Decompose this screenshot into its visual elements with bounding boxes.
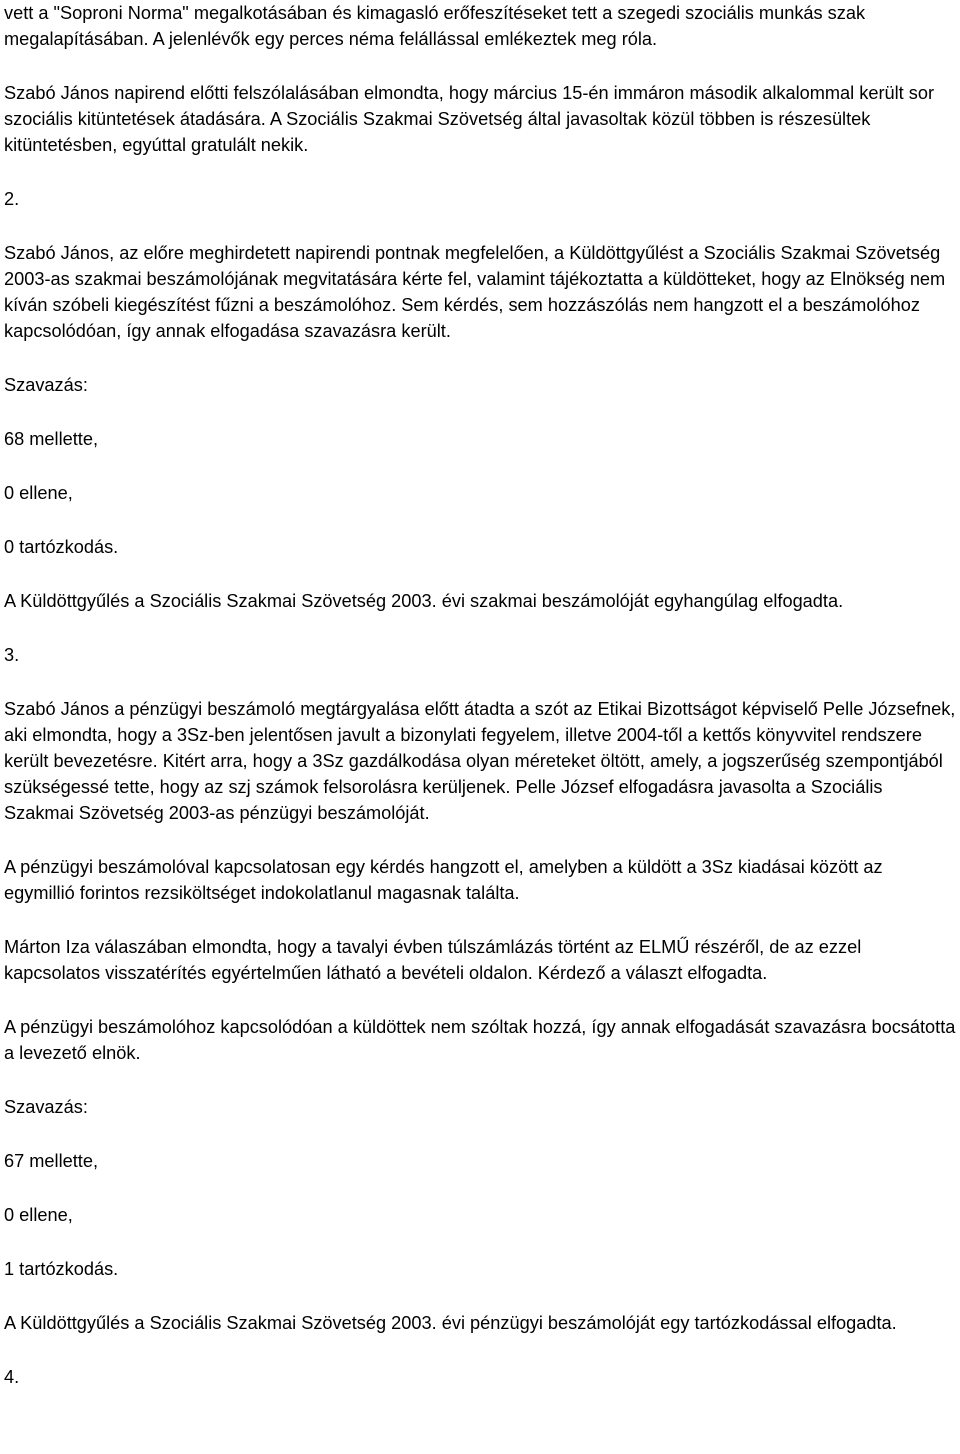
document-page bbox=[4, 0, 956, 1454]
paragraph-answer: Márton Iza válaszában elmondta, hogy a tavalyi évben túlszámlázás történt az ELMŰ részéről, de az ezzel kapcsolatos visszatérítés egyértelműen látható a bevételi oldalon. Kérdező a választ elfogadta. bbox=[4, 937, 862, 983]
section-number-2: 2. bbox=[4, 189, 20, 209]
paragraph-vote-call: A pénzügyi beszámolóhoz kapcsolódóan a küldöttek nem szóltak hozzá, így annak elfogadását szavazásra bocsátotta a levezető elnök. bbox=[4, 1017, 956, 1063]
paragraph-question: A pénzügyi beszámolóval kapcsolatosan egy kérdés hangzott el, amelyben a küldött a 3Sz kiadásai között az egymillió forintos rezsiköltséget indokolatlanul magasnak találta. bbox=[4, 857, 883, 903]
paragraph-professional-report: Szabó János, az előre meghirdetett napirendi pontnak megfelelően, a Küldöttgyűlést a Szociális Szakmai Szövetség 2003-as szakmai beszámolójának megvitatására kérte fel, valamint tájékoztatta a küldötteket, hogy az Elnökség nem kíván szóbeli kiegészítést fűzni a beszámolóhoz. Sem kérdés, sem hozzászólás nem hangzott el a beszámolóhoz kapcsolódóan, így annak elfogadása szavazásra került. bbox=[4, 243, 946, 341]
paragraph-financial-report: Szabó János a pénzügyi beszámoló megtárgyalása előtt átadta a szót az Etikai Bizottságot képviselő Pelle Józsefnek, aki elmondta, hogy a 3Sz-ben jelentősen javult a bizonylati fegyelem, illetve 2004-től a kettős könyvvitel rendszere került bevezetésre. Kitért arra, hogy a 3Sz gazdálkodása olyan méreteket öltött, amely, a jogszerűség szempontjából szükségessé tette, hogy az szj számok felsorolásra kerüljenek. Pelle József elfogadásra javasolta a Szociális Szakmai Szövetség 2003-as pénzügyi beszámolóját. bbox=[4, 699, 956, 823]
vote-heading-1: Szavazás: bbox=[4, 375, 88, 395]
section-number-4: 4. bbox=[4, 1367, 20, 1387]
vote-abstain-2: 1 tartózkodás. bbox=[4, 1259, 119, 1279]
vote-against-2: 0 ellene, bbox=[4, 1205, 73, 1225]
paragraph-awards: Szabó János napirend előtti felszólalásában elmondta, hogy március 15-én immáron második alkalommal került sor szociális kitüntetések átadására. A Szociális Szakmai Szövetség által javasoltak közül többen is részesültek kitüntetésben, egyúttal gratulált nekik. bbox=[4, 83, 935, 155]
vote-for-2: 67 mellette, bbox=[4, 1151, 99, 1171]
vote-abstain-1: 0 tartózkodás. bbox=[4, 537, 119, 557]
vote-against-1: 0 ellene, bbox=[4, 483, 73, 503]
vote-heading-2: Szavazás: bbox=[4, 1097, 88, 1117]
resolution-1: A Küldöttgyűlés a Szociális Szakmai Szövetség 2003. évi szakmai beszámolóját egyhangúlag elfogadta. bbox=[4, 591, 844, 611]
vote-for-1: 68 mellette, bbox=[4, 429, 99, 449]
section-number-3: 3. bbox=[4, 645, 20, 665]
resolution-2: A Küldöttgyűlés a Szociális Szakmai Szövetség 2003. évi pénzügyi beszámolóját egy tartózkodással elfogadta. bbox=[4, 1313, 897, 1333]
paragraph-memorial: vett a "Soproni Norma" megalkotásában és kimagasló erőfeszítéseket tett a szegedi szociális munkás szak megalapításában. A jelenlévők egy perces néma felállással emlékeztek meg róla. bbox=[4, 3, 866, 49]
